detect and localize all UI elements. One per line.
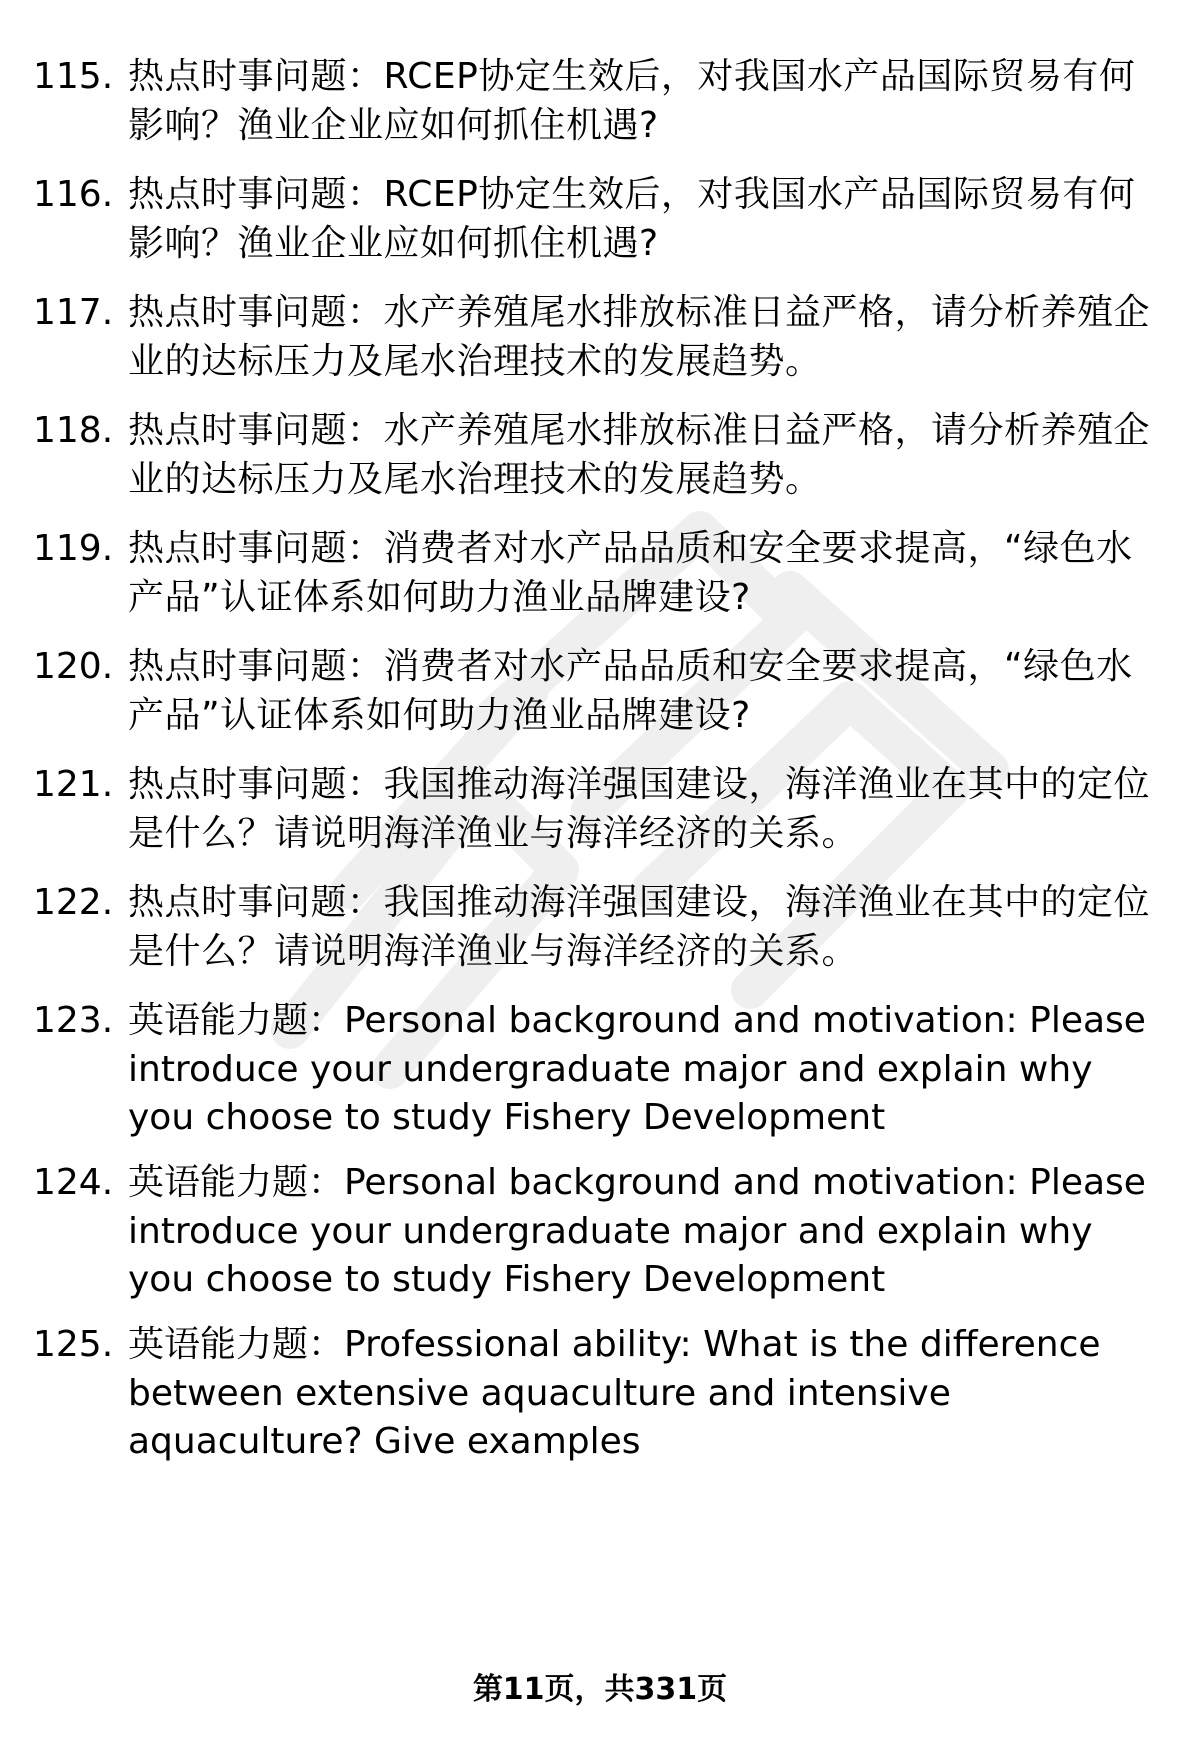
question-number: 119. [33,528,114,569]
question-text: 英语能力题：Personal background and motivation: Please introduce your undergraduate major and explain why you choose to study Fishery Development [128,1000,1146,1138]
question-text: 热点时事问题：我国推动海洋强国建设，海洋渔业在其中的定位是什么？请说明海洋渔业与海洋经济的关系。 [128,764,1151,854]
question-text: 热点时事问题：水产养殖尾水排放标准日益严格，请分析养殖企业的达标压力及尾水治理技术的发展趋势。 [128,292,1151,382]
question-text: 热点时事问题：消费者对水产品品质和安全要求提高，“绿色水产品”认证体系如何助力渔业品牌建设? [128,646,1133,736]
question-number: 117. [33,292,114,333]
question-number: 115. [33,56,114,97]
question-number: 118. [33,410,114,451]
question-number: 122. [33,882,114,923]
question-number: 123. [33,1000,114,1041]
question-text: 热点时事问题：我国推动海洋强国建设，海洋渔业在其中的定位是什么？请说明海洋渔业与海洋经济的关系。 [128,882,1151,972]
question-text: 热点时事问题：消费者对水产品品质和安全要求提高，“绿色水产品”认证体系如何助力渔业品牌建设? [128,528,1133,618]
question-number: 121. [33,764,114,805]
page-footer: 第11页，共331页 [472,1672,728,1707]
question-number: 120. [33,646,114,687]
question-number: 125. [33,1324,114,1365]
question-number: 116. [33,174,114,215]
question-text: 热点时事问题：RCEP协定生效后，对我国水产品国际贸易有何影响？渔业企业应如何抓住机遇? [128,174,1136,264]
question-text: 英语能力题：Professional ability: What is the difference between extensive aquaculture and intensive aquaculture? Give examples [128,1324,1101,1462]
question-number: 124. [33,1162,114,1203]
question-text: 热点时事问题：RCEP协定生效后，对我国水产品国际贸易有何影响？渔业企业应如何抓住机遇? [128,56,1136,146]
question-text: 热点时事问题：水产养殖尾水排放标准日益严格，请分析养殖企业的达标压力及尾水治理技术的发展趋势。 [128,410,1151,500]
question-text: 英语能力题：Personal background and motivation: Please introduce your undergraduate major and explain why you choose to study Fishery Development [128,1162,1146,1300]
